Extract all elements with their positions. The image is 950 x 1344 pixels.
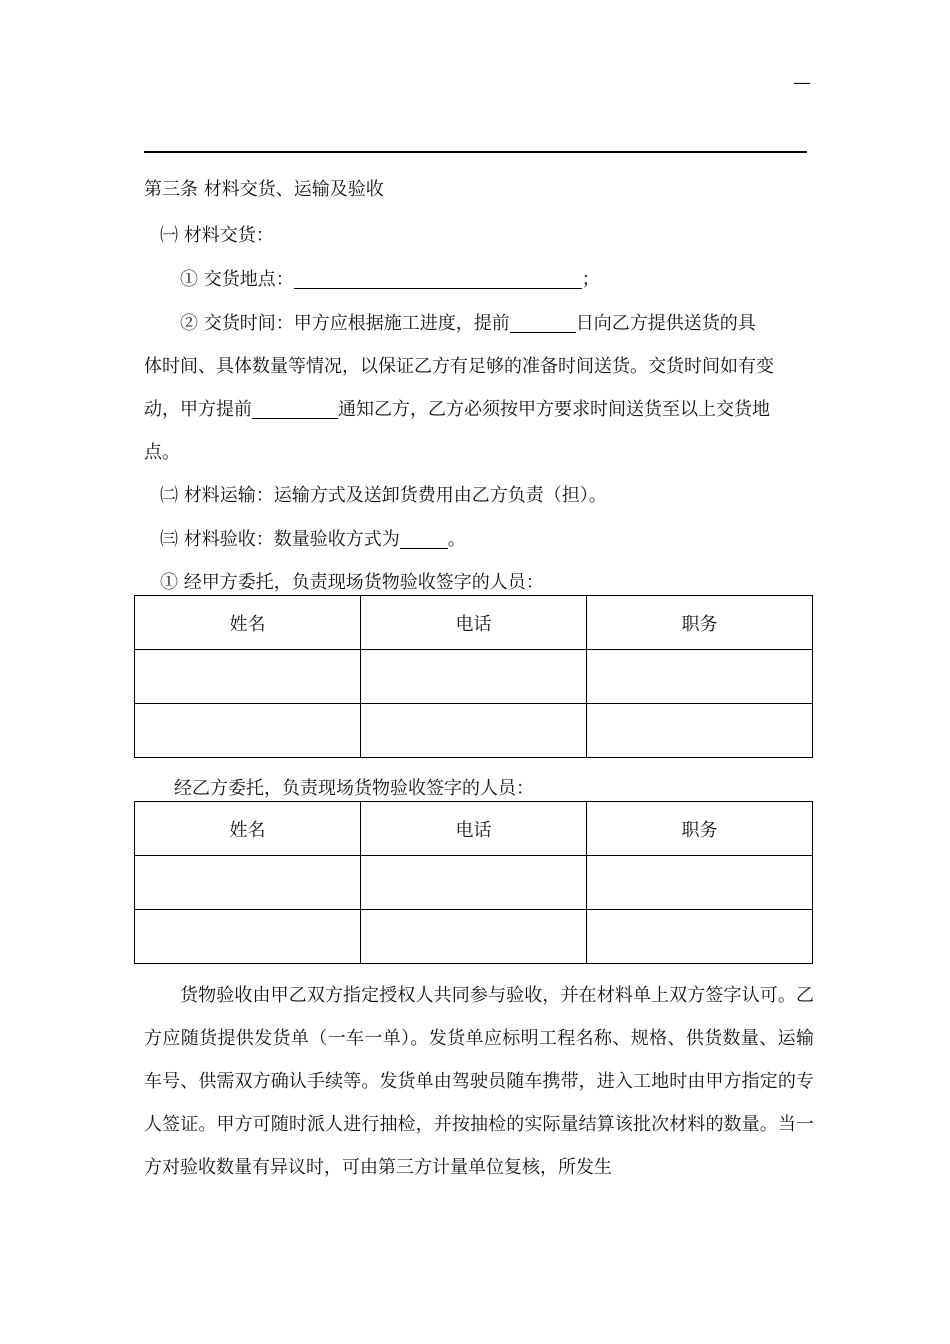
header-name: 姓名 bbox=[135, 596, 361, 650]
delivery-location-blank[interactable] bbox=[294, 270, 582, 289]
section3-heading bbox=[160, 525, 466, 551]
delivery-location-line bbox=[180, 265, 600, 291]
phone-cell[interactable] bbox=[361, 650, 587, 704]
acceptance-method-blank[interactable] bbox=[400, 530, 448, 549]
header-phone: 电话 bbox=[361, 802, 587, 856]
delivery-time-line4: 点。 bbox=[144, 442, 180, 463]
name-cell[interactable] bbox=[135, 704, 361, 758]
table-header-row bbox=[135, 802, 813, 856]
table-row bbox=[135, 704, 813, 758]
position-cell[interactable] bbox=[587, 650, 813, 704]
delivery-time-line3 bbox=[144, 395, 770, 421]
header-phone: 电话 bbox=[361, 596, 587, 650]
section1-heading: ㈠ 材料交货： bbox=[160, 225, 274, 246]
delivery-location-label: ① 交货地点： bbox=[180, 269, 294, 290]
acceptance-method-suffix: 。 bbox=[447, 529, 466, 550]
header-position: 职务 bbox=[587, 596, 813, 650]
party-a-inspectors-label: ① 经甲方委托，负责现场货物验收签字的人员： bbox=[160, 572, 544, 593]
delivery-time-line1 bbox=[180, 309, 756, 335]
section2-text: ㈡ 材料运输：运输方式及送卸货费用由乙方负责（担）。 bbox=[160, 485, 607, 506]
header-name: 姓名 bbox=[135, 802, 361, 856]
notice-period-blank[interactable] bbox=[252, 400, 338, 419]
table-header-row bbox=[135, 596, 813, 650]
advance-days-blank[interactable] bbox=[510, 314, 576, 333]
delivery-time-mid: 日向乙方提供送货的具 bbox=[575, 313, 756, 334]
position-cell[interactable] bbox=[587, 856, 813, 910]
position-cell[interactable] bbox=[587, 704, 813, 758]
header-position: 职务 bbox=[587, 802, 813, 856]
name-cell[interactable] bbox=[135, 650, 361, 704]
table-row bbox=[135, 910, 813, 964]
phone-cell[interactable] bbox=[361, 704, 587, 758]
notice-suffix: 通知乙方，乙方必须按甲方要求时间送货至以上交货地 bbox=[338, 399, 770, 420]
page-mark: — bbox=[793, 72, 811, 93]
closing-paragraph: 货物验收由甲乙双方指定授权人共同参与验收，并在材料单上双方签字认可。乙方应随货提供发货单（一车一单）。发货单应标明工程名称、规格、供货数量、运输车号、供需双方确认手续等。发货单由驾驶员随车携带，进入工地时由甲方指定的专人签证。甲方可随时派人进行抽检，并按抽检的实际量结算该批次材料的数量。当一方对验收数量有异议时，可由第三方计量单位复核，所发生 bbox=[144, 985, 814, 1178]
table-row bbox=[135, 856, 813, 910]
phone-cell[interactable] bbox=[361, 856, 587, 910]
position-cell[interactable] bbox=[587, 910, 813, 964]
name-cell[interactable] bbox=[135, 856, 361, 910]
delivery-time-line2: 体时间、具体数量等情况，以保证乙方有足够的准备时间送货。交货时间如有变 bbox=[144, 356, 774, 377]
delivery-location-suffix: ； bbox=[581, 269, 600, 290]
delivery-time-prefix: ② 交货时间：甲方应根据施工进度，提前 bbox=[180, 313, 510, 334]
party-a-inspectors-table bbox=[134, 595, 813, 758]
notice-prefix: 动，甲方提前 bbox=[144, 399, 252, 420]
party-b-inspectors-table bbox=[134, 801, 813, 964]
table-row bbox=[135, 650, 813, 704]
party-b-inspectors-label: 经乙方委托，负责现场货物验收签字的人员： bbox=[174, 778, 534, 799]
article-title: 第三条 材料交货、运输及验收 bbox=[144, 179, 384, 200]
acceptance-method-label: ㈢ 材料验收：数量验收方式为 bbox=[160, 529, 400, 550]
header-rule bbox=[144, 151, 807, 153]
phone-cell[interactable] bbox=[361, 910, 587, 964]
name-cell[interactable] bbox=[135, 910, 361, 964]
